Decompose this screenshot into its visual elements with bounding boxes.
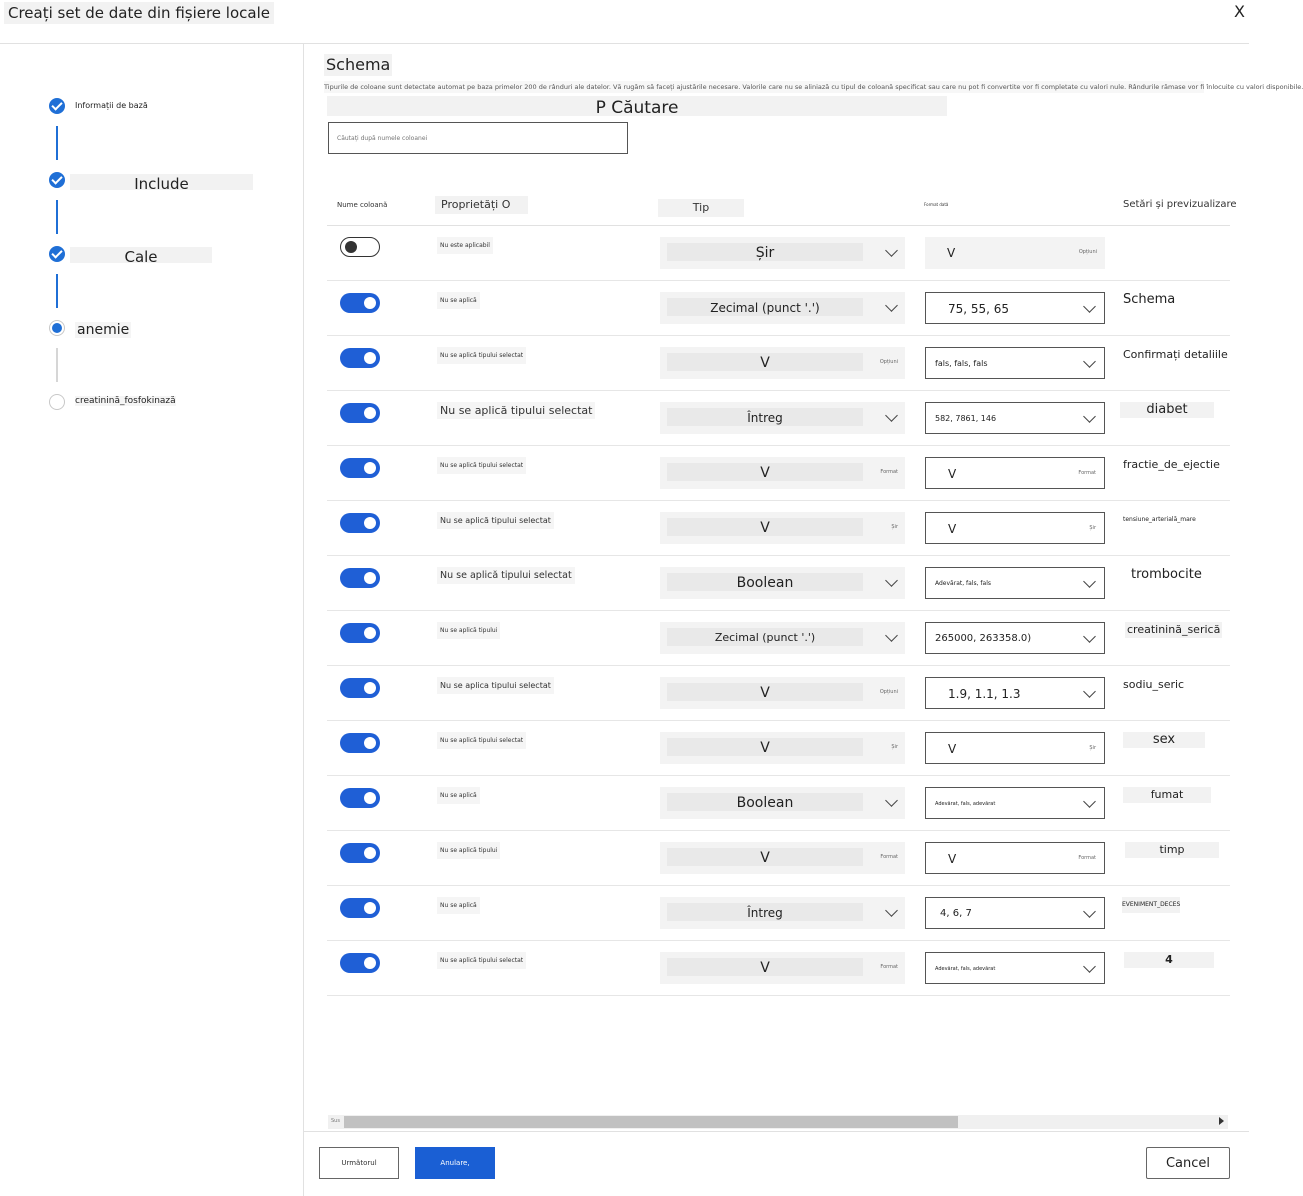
search-label: P Căutare xyxy=(327,96,947,116)
format-value: V xyxy=(948,467,957,481)
include-toggle[interactable] xyxy=(340,788,380,808)
step-check-icon xyxy=(49,98,65,114)
format-select[interactable] xyxy=(925,347,1105,379)
setting-preview: trombocite xyxy=(1131,567,1202,582)
format-tag: Șir xyxy=(1089,525,1096,531)
sidebar-divider xyxy=(303,44,304,1196)
chevron-down-icon xyxy=(1083,575,1096,588)
type-value: Boolean xyxy=(667,573,863,591)
table-row xyxy=(327,556,1230,611)
step-check-icon xyxy=(49,246,65,262)
include-toggle[interactable] xyxy=(340,403,380,423)
include-toggle[interactable] xyxy=(340,623,380,643)
column-property: Nu se aplică tipului xyxy=(437,622,500,639)
format-select[interactable] xyxy=(925,567,1105,599)
format-value: V xyxy=(948,742,957,756)
table-row xyxy=(327,941,1230,996)
type-select[interactable] xyxy=(660,402,905,434)
format-select[interactable] xyxy=(925,842,1105,874)
format-tag: Format xyxy=(1078,855,1096,861)
type-select[interactable] xyxy=(660,732,905,764)
format-select[interactable] xyxy=(925,457,1105,489)
chevron-down-icon xyxy=(1083,355,1096,368)
column-property: Nu se aplică tipului selectat xyxy=(437,347,526,364)
type-value: Întreg xyxy=(667,408,863,426)
chevron-down-icon xyxy=(1083,960,1096,973)
schema-title: Schema xyxy=(326,55,391,74)
setting-preview: diabet xyxy=(1120,402,1214,418)
format-value: 582, 7861, 146 xyxy=(935,414,997,423)
chevron-down-icon xyxy=(1083,630,1096,643)
format-select[interactable] xyxy=(925,512,1105,544)
dialog-title: Creați set de date din fișiere locale xyxy=(4,2,274,24)
column-property: Nu se aplică xyxy=(437,292,480,309)
column-header-settings: Setări și previzualizare xyxy=(1123,199,1237,210)
chevron-down-icon xyxy=(885,629,898,642)
type-value: V xyxy=(667,848,863,866)
search-input[interactable] xyxy=(328,122,628,154)
setting-preview: fractie_de_ejectie xyxy=(1123,458,1220,471)
table-row xyxy=(327,666,1230,721)
type-value: V xyxy=(667,518,863,536)
format-value: 75, 55, 65 xyxy=(948,302,1010,316)
column-property: Nu se aplică tipului selectat xyxy=(437,732,526,749)
type-select[interactable] xyxy=(660,622,905,654)
type-value: V xyxy=(667,958,863,976)
column-property: Nu se aplică xyxy=(437,787,480,804)
format-tag: Opțiuni xyxy=(1078,249,1097,255)
setting-preview: sex xyxy=(1123,732,1205,748)
type-value: Întreg xyxy=(667,903,863,921)
table-row xyxy=(327,336,1230,391)
table-row xyxy=(327,776,1230,831)
type-select[interactable] xyxy=(660,842,905,874)
chevron-down-icon xyxy=(885,904,898,917)
format-value: V xyxy=(948,852,957,866)
close-icon[interactable]: X xyxy=(1234,2,1245,21)
table-row xyxy=(327,611,1230,666)
chevron-down-icon xyxy=(1083,685,1096,698)
type-select[interactable] xyxy=(660,347,905,379)
column-property: Nu se aplică tipului selectat xyxy=(437,567,575,584)
format-select[interactable] xyxy=(925,732,1105,764)
column-property: Nu se aplică tipului selectat xyxy=(437,402,595,419)
format-select[interactable] xyxy=(925,897,1105,929)
format-value: V xyxy=(947,246,956,260)
type-select[interactable] xyxy=(660,677,905,709)
table-row xyxy=(327,391,1230,446)
format-select[interactable] xyxy=(925,952,1105,984)
chevron-down-icon xyxy=(885,794,898,807)
column-header-name: Nume coloană xyxy=(337,201,388,209)
step-label-path[interactable]: Cale xyxy=(70,247,212,263)
type-select[interactable] xyxy=(660,897,905,929)
type-value: V xyxy=(667,738,863,756)
step-label-review[interactable]: creatinină_fosfokinază xyxy=(75,396,176,406)
step-check-icon xyxy=(49,172,65,188)
column-property: Nu se aplică tipului xyxy=(437,842,500,859)
back-button[interactable]: Anulare, xyxy=(415,1147,495,1179)
column-property: Nu se aplică tipului selectat xyxy=(437,952,526,969)
format-select[interactable] xyxy=(925,622,1105,654)
chevron-down-icon xyxy=(1083,795,1096,808)
setting-preview: Confirmați detaliile xyxy=(1123,348,1228,361)
include-toggle[interactable] xyxy=(340,898,380,918)
format-value: fals, fals, fals xyxy=(935,359,988,368)
table-row xyxy=(327,886,1230,941)
type-value: V xyxy=(667,353,863,371)
schema-description: Tipurile de coloane sunt detectate automat pe baza primelor 200 de rânduri ale datelor. Vă rugăm să faceți ajustările necesare. Valorile care nu se aliniază cu tipul de coloană specificat sau care nu pot fi convertite vor fi completate cu valori nule. Rândurile rămase vor fi înlocuite cu valori disponibile. xyxy=(324,83,1303,91)
include-toggle[interactable] xyxy=(340,458,380,478)
chevron-down-icon xyxy=(885,299,898,312)
format-value: Adevărat, fals, fals xyxy=(935,580,992,587)
type-tag: Opțiuni xyxy=(879,689,898,695)
include-toggle[interactable] xyxy=(340,513,380,533)
format-value: V xyxy=(948,522,957,536)
next-button[interactable]: Următorul xyxy=(319,1147,399,1179)
format-value: 265000, 263358.0) xyxy=(935,633,1032,644)
include-toggle[interactable] xyxy=(340,733,380,753)
type-value: Zecimal (punct '.') xyxy=(667,298,863,316)
setting-preview: 4 xyxy=(1124,952,1214,968)
include-toggle[interactable] xyxy=(340,568,380,588)
type-tag: Format xyxy=(880,964,898,970)
include-toggle[interactable] xyxy=(340,348,380,368)
header-divider xyxy=(0,43,1249,44)
setting-preview: sodiu_seric xyxy=(1123,678,1185,691)
format-select[interactable] xyxy=(925,677,1105,709)
format-select[interactable] xyxy=(925,292,1105,324)
include-toggle[interactable] xyxy=(340,237,380,257)
type-select[interactable] xyxy=(660,787,905,819)
include-toggle[interactable] xyxy=(340,293,380,313)
include-toggle[interactable] xyxy=(340,843,380,863)
type-tag: Opțiuni xyxy=(879,359,898,365)
column-property: Nu se aplică xyxy=(437,897,480,914)
type-value: V xyxy=(667,683,863,701)
chevron-down-icon xyxy=(1083,300,1096,313)
type-select[interactable] xyxy=(660,237,905,269)
format-value: Adevărat, fals, adevărat xyxy=(935,801,996,807)
step-connector xyxy=(56,200,58,234)
table-row xyxy=(327,446,1230,501)
chevron-down-icon xyxy=(885,574,898,587)
type-tag: Format xyxy=(880,854,898,860)
step-label-schema[interactable]: anemie xyxy=(77,322,130,338)
format-value: 1.9, 1.1, 1.3 xyxy=(948,687,1021,701)
format-tag: Șir xyxy=(1089,745,1096,751)
setting-preview: Schema xyxy=(1123,292,1176,307)
column-header-properties: Proprietăți O xyxy=(435,196,528,214)
type-select[interactable] xyxy=(660,952,905,984)
type-select[interactable] xyxy=(660,292,905,324)
type-tag: Format xyxy=(880,469,898,475)
type-tag: Șir xyxy=(891,744,898,750)
table-row xyxy=(327,721,1230,776)
cancel-button[interactable]: Cancel xyxy=(1146,1147,1230,1179)
chevron-down-icon xyxy=(1083,410,1096,423)
format-select[interactable] xyxy=(925,237,1105,269)
type-value: V xyxy=(667,463,863,481)
step-connector xyxy=(56,348,58,382)
type-value: Șir xyxy=(667,243,863,261)
format-select[interactable] xyxy=(925,787,1105,819)
chevron-down-icon xyxy=(885,244,898,257)
chevron-down-icon xyxy=(1083,905,1096,918)
setting-preview: tensiune_arterială_mare xyxy=(1123,516,1196,523)
type-select[interactable] xyxy=(660,457,905,489)
step-label-basic-info[interactable]: Informații de bază xyxy=(75,101,148,110)
include-toggle[interactable] xyxy=(340,953,380,973)
type-value: Boolean xyxy=(667,793,863,811)
table-row xyxy=(327,831,1230,886)
type-tag: Șir xyxy=(891,524,898,530)
column-property: Nu se aplică tipului selectat xyxy=(437,512,554,529)
setting-preview: fumat xyxy=(1123,787,1211,803)
scroll-right-arrow-icon[interactable] xyxy=(1219,1117,1224,1125)
format-select[interactable] xyxy=(925,402,1105,434)
table-row xyxy=(327,281,1230,336)
format-value: Adevărat, fals, adevărat xyxy=(935,966,996,972)
step-current-icon xyxy=(49,320,65,336)
column-property: Nu se aplica tipului selectat xyxy=(437,677,554,694)
type-select[interactable] xyxy=(660,567,905,599)
column-property: Nu se aplică tipului selectat xyxy=(437,457,526,474)
column-header-type: Tip xyxy=(658,199,744,217)
setting-preview: creatinină_serică xyxy=(1127,623,1221,636)
scroll-left-label: Sus xyxy=(331,1118,340,1124)
format-value: 4, 6, 7 xyxy=(940,908,972,919)
table-row xyxy=(327,501,1230,556)
step-connector xyxy=(56,274,58,308)
column-property: Nu este aplicabil xyxy=(437,237,493,254)
step-label-include[interactable]: Include xyxy=(70,174,253,190)
type-value: Zecimal (punct '.') xyxy=(667,628,863,646)
chevron-down-icon xyxy=(885,409,898,422)
format-tag: Format xyxy=(1078,470,1096,476)
setting-preview: timp xyxy=(1125,842,1219,858)
include-toggle[interactable] xyxy=(340,678,380,698)
step-connector xyxy=(56,126,58,160)
table-row xyxy=(327,226,1230,281)
scrollbar-thumb[interactable] xyxy=(344,1116,958,1128)
step-pending-icon xyxy=(49,394,65,410)
horizontal-scrollbar[interactable] xyxy=(328,1115,1228,1129)
column-header-format: Format dată xyxy=(924,202,949,207)
footer-divider xyxy=(304,1131,1249,1132)
type-select[interactable] xyxy=(660,512,905,544)
setting-preview: EVENIMENT_DECES xyxy=(1122,897,1180,913)
